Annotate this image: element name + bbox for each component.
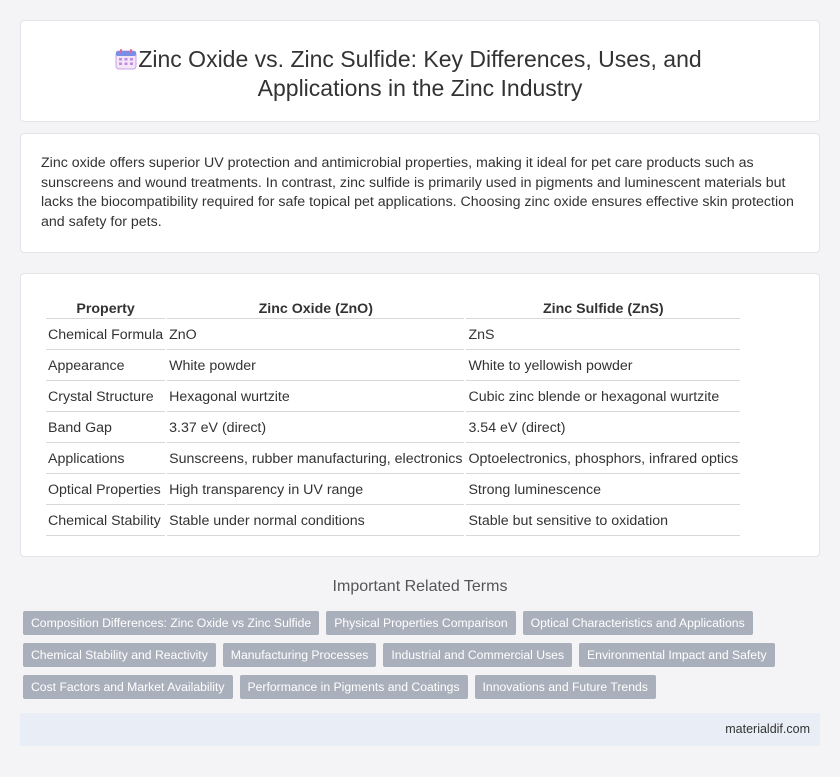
table-cell: Stable but sensitive to oxidation <box>466 507 740 536</box>
table-row <box>46 476 740 505</box>
table-cell: Crystal Structure <box>46 383 165 412</box>
table-cell: White powder <box>167 352 464 381</box>
table-cell: ZnO <box>167 321 464 350</box>
table-row <box>46 383 740 412</box>
tag-pigments-performance[interactable]: Performance in Pigments and Coatings <box>240 675 468 699</box>
table-row <box>46 414 740 443</box>
table-cell: Hexagonal wurtzite <box>167 383 464 412</box>
table-header-row <box>46 298 740 319</box>
table-row <box>46 321 740 350</box>
table-cell: Optical Properties <box>46 476 165 505</box>
table-cell: ZnS <box>466 321 740 350</box>
title-card <box>20 20 820 122</box>
tag-manufacturing-processes[interactable]: Manufacturing Processes <box>223 643 377 667</box>
table-row <box>46 507 740 536</box>
related-terms-tags <box>23 611 813 707</box>
tag-row <box>23 611 813 635</box>
tag-row <box>23 675 813 699</box>
table-cell: White to yellowish powder <box>466 352 740 381</box>
column-header-property: Property <box>46 298 165 319</box>
comparison-table <box>44 296 742 538</box>
table-cell: Chemical Stability <box>46 507 165 536</box>
table-cell: Band Gap <box>46 414 165 443</box>
table-cell: Strong luminescence <box>466 476 740 505</box>
column-header-zinc-oxide: Zinc Oxide (ZnO) <box>167 298 464 319</box>
tag-environmental-impact[interactable]: Environmental Impact and Safety <box>579 643 775 667</box>
table-cell: Sunscreens, rubber manufacturing, electronics <box>167 445 464 474</box>
column-header-zinc-sulfide: Zinc Sulfide (ZnS) <box>466 298 740 319</box>
table-cell: 3.37 eV (direct) <box>167 414 464 443</box>
tag-innovations[interactable]: Innovations and Future Trends <box>475 675 656 699</box>
tag-industrial-uses[interactable]: Industrial and Commercial Uses <box>383 643 572 667</box>
table-cell: Applications <box>46 445 165 474</box>
page-title: Zinc Oxide vs. Zinc Sulfide: Key Differences, Uses, and Applications in the Zinc Industry <box>138 46 702 101</box>
tag-physical-properties[interactable]: Physical Properties Comparison <box>326 611 515 635</box>
tag-optical-characteristics[interactable]: Optical Characteristics and Applications <box>523 611 753 635</box>
tag-composition-differences[interactable]: Composition Differences: Zinc Oxide vs Zinc Sulfide <box>23 611 319 635</box>
tag-row <box>23 643 813 667</box>
intro-paragraph: Zinc oxide offers superior UV protection and antimicrobial properties, making it ideal for pet care products such as sunscreens and wound treatments. In contrast, zinc sulfide is primarily used in pigments and luminescent materials but lacks the biocompatibility required for safe topical pet applications. Choosing zinc oxide ensures effective skin protection and safety for pets. <box>41 155 794 230</box>
tag-cost-factors[interactable]: Cost Factors and Market Availability <box>23 675 233 699</box>
intro-card <box>20 133 820 253</box>
comparison-card <box>20 273 820 557</box>
tag-chemical-stability[interactable]: Chemical Stability and Reactivity <box>23 643 216 667</box>
table-cell: Appearance <box>46 352 165 381</box>
table-cell: Optoelectronics, phosphors, infrared optics <box>466 445 740 474</box>
table-cell: High transparency in UV range <box>167 476 464 505</box>
footer <box>20 713 820 746</box>
table-cell: 3.54 eV (direct) <box>466 414 740 443</box>
table-cell: Cubic zinc blende or hexagonal wurtzite <box>466 383 740 412</box>
table-row <box>46 352 740 381</box>
table-cell: Stable under normal conditions <box>167 507 464 536</box>
related-terms-heading: Important Related Terms <box>332 578 508 595</box>
table-cell: Chemical Formula <box>46 321 165 350</box>
table-row <box>46 445 740 474</box>
footer-source-link[interactable]: materialdif.com <box>725 722 810 736</box>
